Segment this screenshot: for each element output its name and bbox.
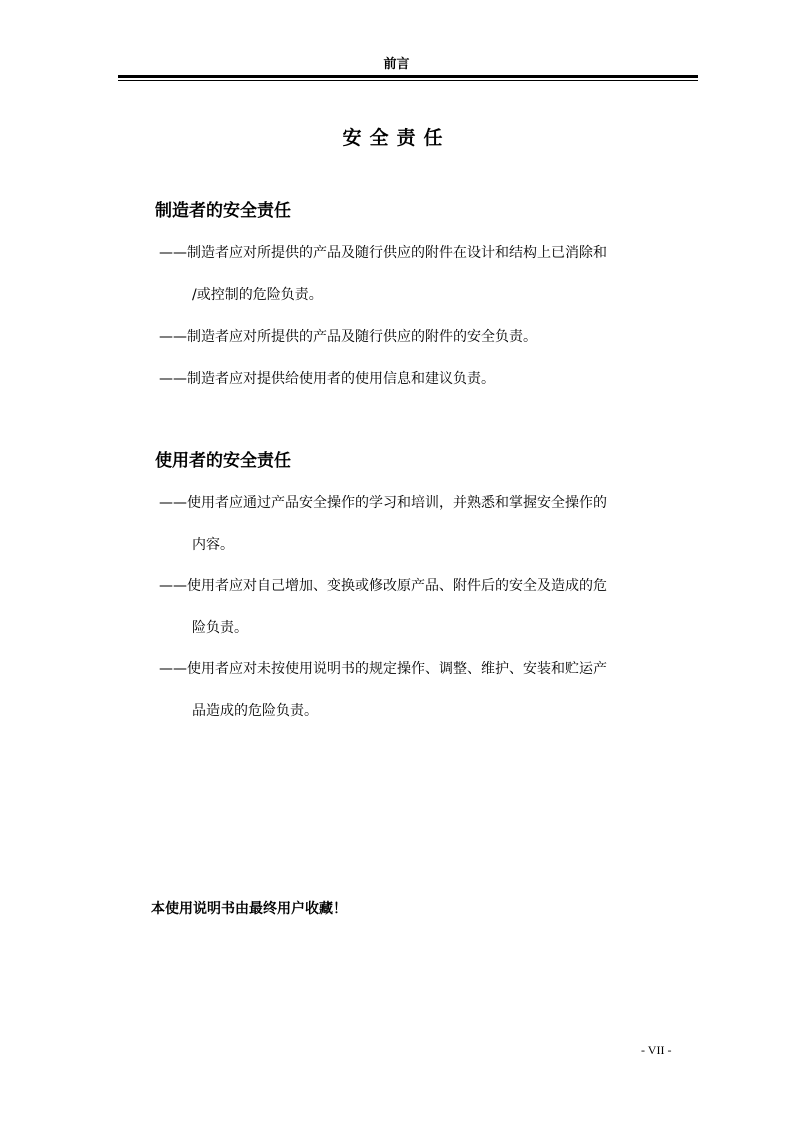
manufacturer-item-3: ——制造者应对提供给使用者的使用信息和建议负责。 xyxy=(159,371,495,387)
section-heading-user: 使用者的安全责任 xyxy=(155,451,291,471)
user-item-3-line-2: 品造成的危险负责。 xyxy=(192,703,318,719)
user-item-2-line-2: 险负责。 xyxy=(192,620,248,636)
section-heading-manufacturer: 制造者的安全责任 xyxy=(155,201,291,221)
user-item-2-line-1: ——使用者应对自己增加、变换或修改原产品、附件后的安全及造成的危 xyxy=(159,578,607,594)
manufacturer-item-2: ——制造者应对所提供的产品及随行供应的附件的安全负责。 xyxy=(159,329,537,345)
page-header-title: 前言 xyxy=(383,57,410,72)
user-item-1-line-1: ——使用者应通过产品安全操作的学习和培训，并熟悉和掌握安全操作的 xyxy=(159,495,607,511)
user-item-1-line-2: 内容。 xyxy=(192,537,234,553)
manufacturer-item-1-line-1: ——制造者应对所提供的产品及随行供应的附件在设计和结构上已消除和 xyxy=(159,245,607,261)
header-rule-thin xyxy=(118,80,698,81)
page-number: - VII - xyxy=(641,1043,672,1057)
manufacturer-item-1-line-2: /或控制的危险负责。 xyxy=(192,287,323,303)
header-rule-thick xyxy=(118,75,698,78)
user-item-3-line-1: ——使用者应对未按使用说明书的规定操作、调整、维护、安装和贮运产 xyxy=(159,661,607,677)
document-title: 安全责任 xyxy=(342,127,451,149)
end-user-notice: 本使用说明书由最终用户收藏！ xyxy=(151,901,347,917)
